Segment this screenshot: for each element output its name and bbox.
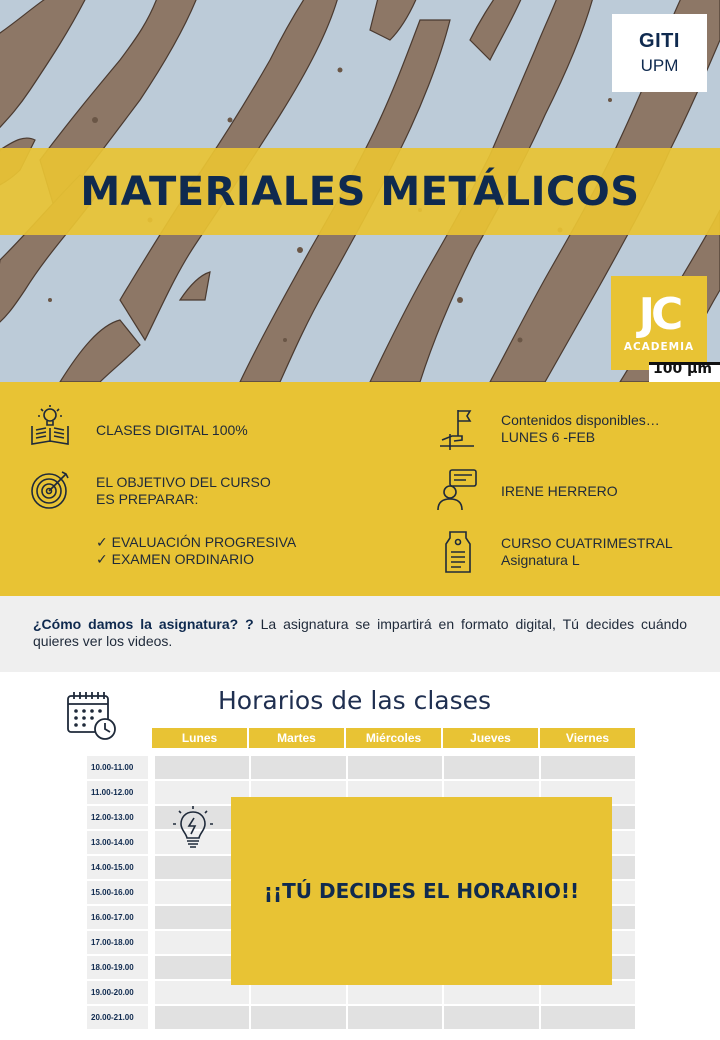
jc-academia-logo [611,276,707,370]
contenidos-text [501,412,660,446]
target-icon [28,468,72,512]
price-tag-icon [436,530,480,574]
schedule-row [155,1006,635,1029]
description-block [0,596,720,672]
objetivo-line-1: EL OBJETIVO DEL CURSO [96,474,271,490]
time-slot: 20.00-21.00 [87,1006,148,1029]
schedule-row [155,756,635,779]
check-item: ✓ EXAMEN ORDINARIO [96,551,254,567]
time-slot: 16.00-17.00 [87,906,148,929]
title-band [0,148,720,235]
day-header: Lunes [152,728,247,748]
calendar-clock-icon [66,690,118,742]
description-text: La asignatura se impartirá en formato digital, Tú decides cuándo quieres ver los videos. [33,616,687,649]
time-slot: 12.00-13.00 [87,806,148,829]
days-header [152,728,635,748]
clases-text: CLASES DIGITAL 100% [96,422,248,438]
time-column [87,756,148,1031]
check-item: ✓ EVALUACIÓN PROGRESIVA [96,534,297,550]
logo-word: ACADEMIA [623,341,695,353]
curso-text [501,535,673,569]
curso-line-1: CURSO CUATRIMESTRAL [501,535,673,551]
time-slot: 19.00-20.00 [87,981,148,1004]
time-slot: 14.00-15.00 [87,856,148,879]
day-header: Miércoles [346,728,441,748]
hero-banner [0,0,720,382]
lightbulb-icon [171,806,215,852]
callout-text: ¡¡TÚ DECIDES EL HORARIO!! [263,879,580,903]
day-header: Martes [249,728,344,748]
profesora-text: IRENE HERRERO [501,483,618,499]
teacher-icon [436,468,480,512]
contenidos-line-1: Contenidos disponibles… [501,412,660,428]
callout-box [231,797,612,985]
giti-upm-badge [612,14,707,92]
page-title: MATERIALES METÁLICOS [80,168,640,215]
logo-letters: JC [638,289,680,340]
flag-hand-icon [436,406,480,450]
scale-bar [649,362,720,382]
time-slot: 17.00-18.00 [87,931,148,954]
info-panel [0,382,720,596]
book-lightbulb-icon [28,404,72,448]
time-slot: 18.00-19.00 [87,956,148,979]
day-header: Jueves [443,728,538,748]
time-slot: 15.00-16.00 [87,881,148,904]
schedule-title: Horarios de las clases [218,686,492,715]
checklist [96,534,296,568]
contenidos-line-2: LUNES 6 -FEB [501,429,596,445]
objetivo-text [96,474,271,508]
scale-label: 100 µm [653,361,712,377]
badge-line-2: UPM [640,56,679,75]
time-slot: 13.00-14.00 [87,831,148,854]
badge-line-1: GITI [639,30,680,52]
objetivo-line-2: ES PREPARAR: [96,491,199,507]
curso-line-2: Asignatura L [501,552,580,568]
description-question: ¿Cómo damos la asignatura? ? [33,616,254,632]
day-header: Viernes [540,728,635,748]
time-slot: 10.00-11.00 [87,756,148,779]
time-slot: 11.00-12.00 [87,781,148,804]
